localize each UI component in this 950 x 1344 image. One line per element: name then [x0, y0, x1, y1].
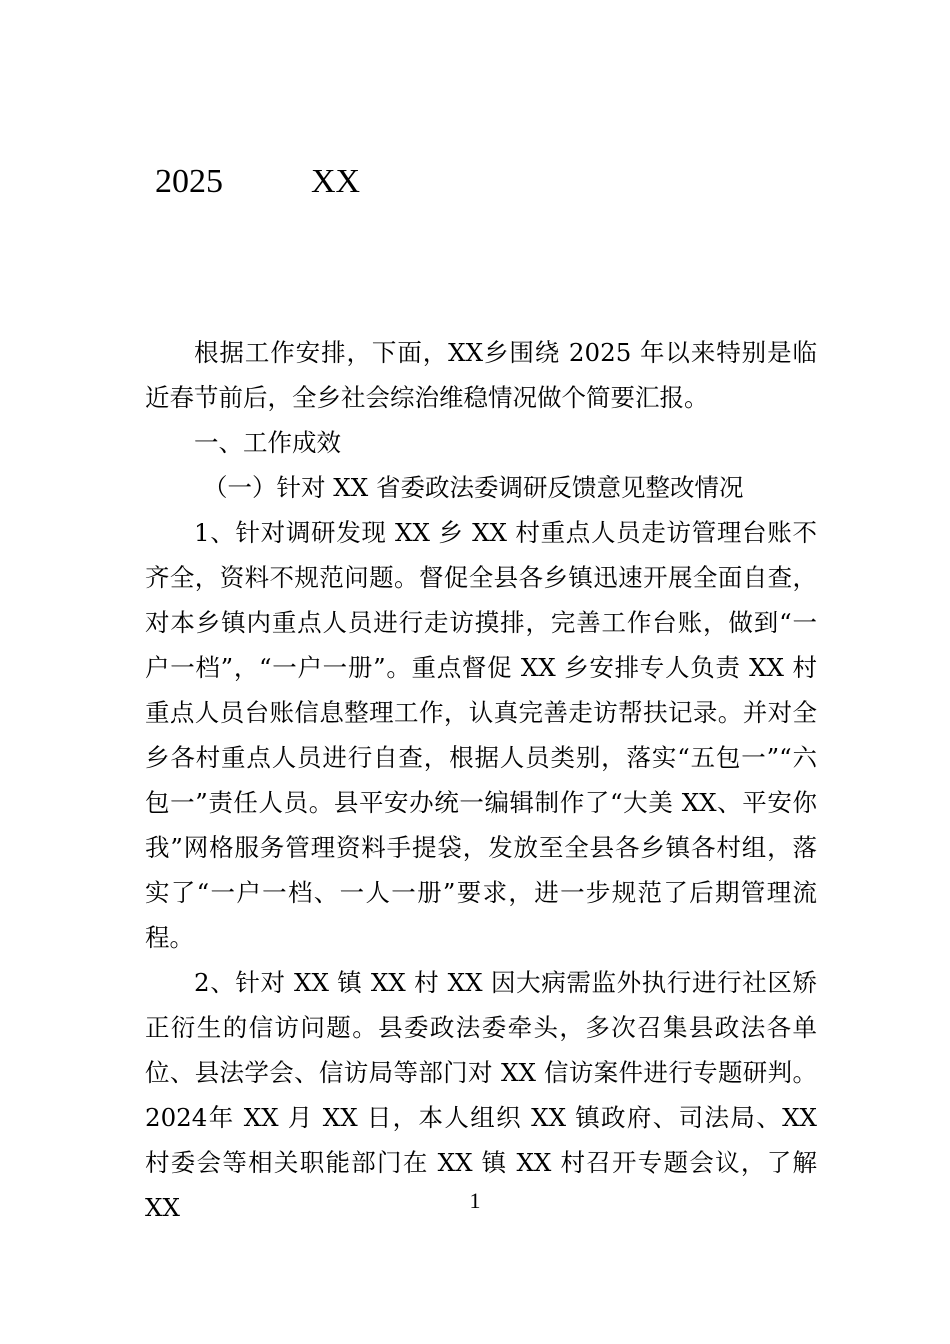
section-heading: 一、工作成效: [194, 428, 341, 457]
page-number: 1: [469, 1188, 481, 1213]
document-body: [145, 330, 817, 1230]
body-paragraph: 1、针对调研发现 XX 乡 XX 村重点人员走访管理台账不齐全，资料不规范问题。督促全县各乡镇迅速开展全面自查，对本乡镇内重点人员进行走访摸排，完善工作台账，做到“一户一档”，“一户一册”。重点督促 XX 乡安排专人负责 XX 村重点人员台账信息整理工作，认真完善走访帮扶记录。并对全乡各村重点人员进行自查，根据人员类别，落实“五包一”“六包一”责任人员。县平安办统一编辑制作了“大美 XX、平安你我”网格服务管理资料手提袋，发放至全县各乡镇各村组，落实了“一户一档、一人一册”要求，进一步规范了后期管理流程。: [145, 518, 817, 952]
document-title: [155, 160, 360, 204]
title-year: 2025: [155, 163, 223, 200]
body-paragraph: 2、针对 XX 镇 XX 村 XX 因大病需监外执行进行社区矫正衍生的信访问题。县委政法委牵头，多次召集县政法各单位、县法学会、信访局等部门对 XX 信访案件进行专题研判。2024年 XX 月 XX 日，本人组织 XX 镇政府、司法局、XX 村委会等相关职能部门在 XX 镇 XX 村召开专题会议，了解 XX: [145, 968, 817, 1222]
subsection-heading: （一）针对 XX 省委政法委调研反馈意见整改情况: [203, 473, 744, 502]
intro-paragraph: 根据工作安排，下面，XX乡围绕 2025 年以来特别是临近春节前后，全乡社会综治维稳情况做个简要汇报。: [145, 338, 817, 412]
title-place: XX: [311, 163, 361, 200]
